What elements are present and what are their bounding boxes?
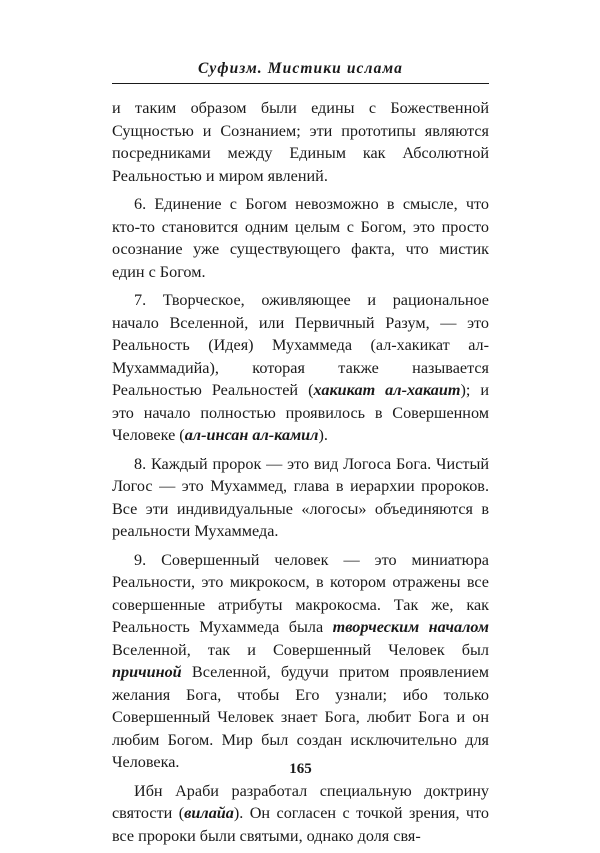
text-run: ); и это начало полностью проявилось в Совершенном Человеке (: [112, 381, 489, 444]
italic-term: творческим началом: [332, 618, 489, 636]
running-head: Суфизм. Мистики ислама: [197, 60, 404, 77]
paragraph-ibn-arabi: [112, 780, 489, 848]
text-run: Вселенной, будучи притом проявлением желания Бога, чтобы Его узнали; ибо только Совершенный Человек знает Бога, любит Бога и он любим Богом. Мир был создан исключительно для Человека.: [112, 663, 489, 771]
paragraph-point-7: [112, 289, 489, 447]
paragraph-point-8: 8. Каждый пророк — это вид Логоса Бога. Чистый Логос — это Мухаммед, глава в иерархии пророков. Все эти индивидуальные «логосы» объединяются в реальности Мухаммеда.: [112, 454, 489, 540]
text-run: 7. Творческое, оживляющее и рациональное начало Вселенной, или Первичный Разум, — это Реальность (Идея) Мухаммеда (ал-хакикат ал-Мухаммадийа), которая также называется Реальностью Реальностей (: [112, 291, 489, 399]
text-run: Вселенной, так и Совершенный Человек был: [112, 640, 489, 659]
text-run: Ибн Араби разработал специальную доктрину святости (: [112, 781, 489, 822]
italic-term: вилайа: [184, 804, 234, 822]
text-run: 9. Совершенный человек — это миниатюра Реальности, это микрокосм, в котором отражены все совершенные атрибуты макрокосма. Так же, как Реальность Мухаммеда была: [112, 550, 489, 636]
paragraph-point-9: [112, 549, 489, 774]
page-number: 165: [289, 761, 312, 777]
italic-term: хакикат ал-хакаит: [313, 381, 461, 399]
paragraph-continuation: и таким образом были едины с Божественной Сущностью и Сознанием; эти прототипы являются посредниками между Единым как Абсолютной Реальностью и миром явлений.: [112, 99, 489, 185]
italic-term: причиной: [112, 663, 182, 681]
text-run: ).: [318, 426, 328, 444]
header-rule: [112, 83, 489, 84]
text-run: ). Он согласен с точкой зрения, что все пророки были святыми, однако доля свя-: [112, 804, 490, 845]
paragraph-point-6: 6. Единение с Богом невозможно в смысле, что кто-то становится одним целым с Богом, это просто осознание уже существующего факта, что мистик един с Богом.: [112, 195, 489, 281]
body-text: [112, 97, 489, 853]
italic-term: ал-инсан ал-камил: [184, 426, 319, 444]
